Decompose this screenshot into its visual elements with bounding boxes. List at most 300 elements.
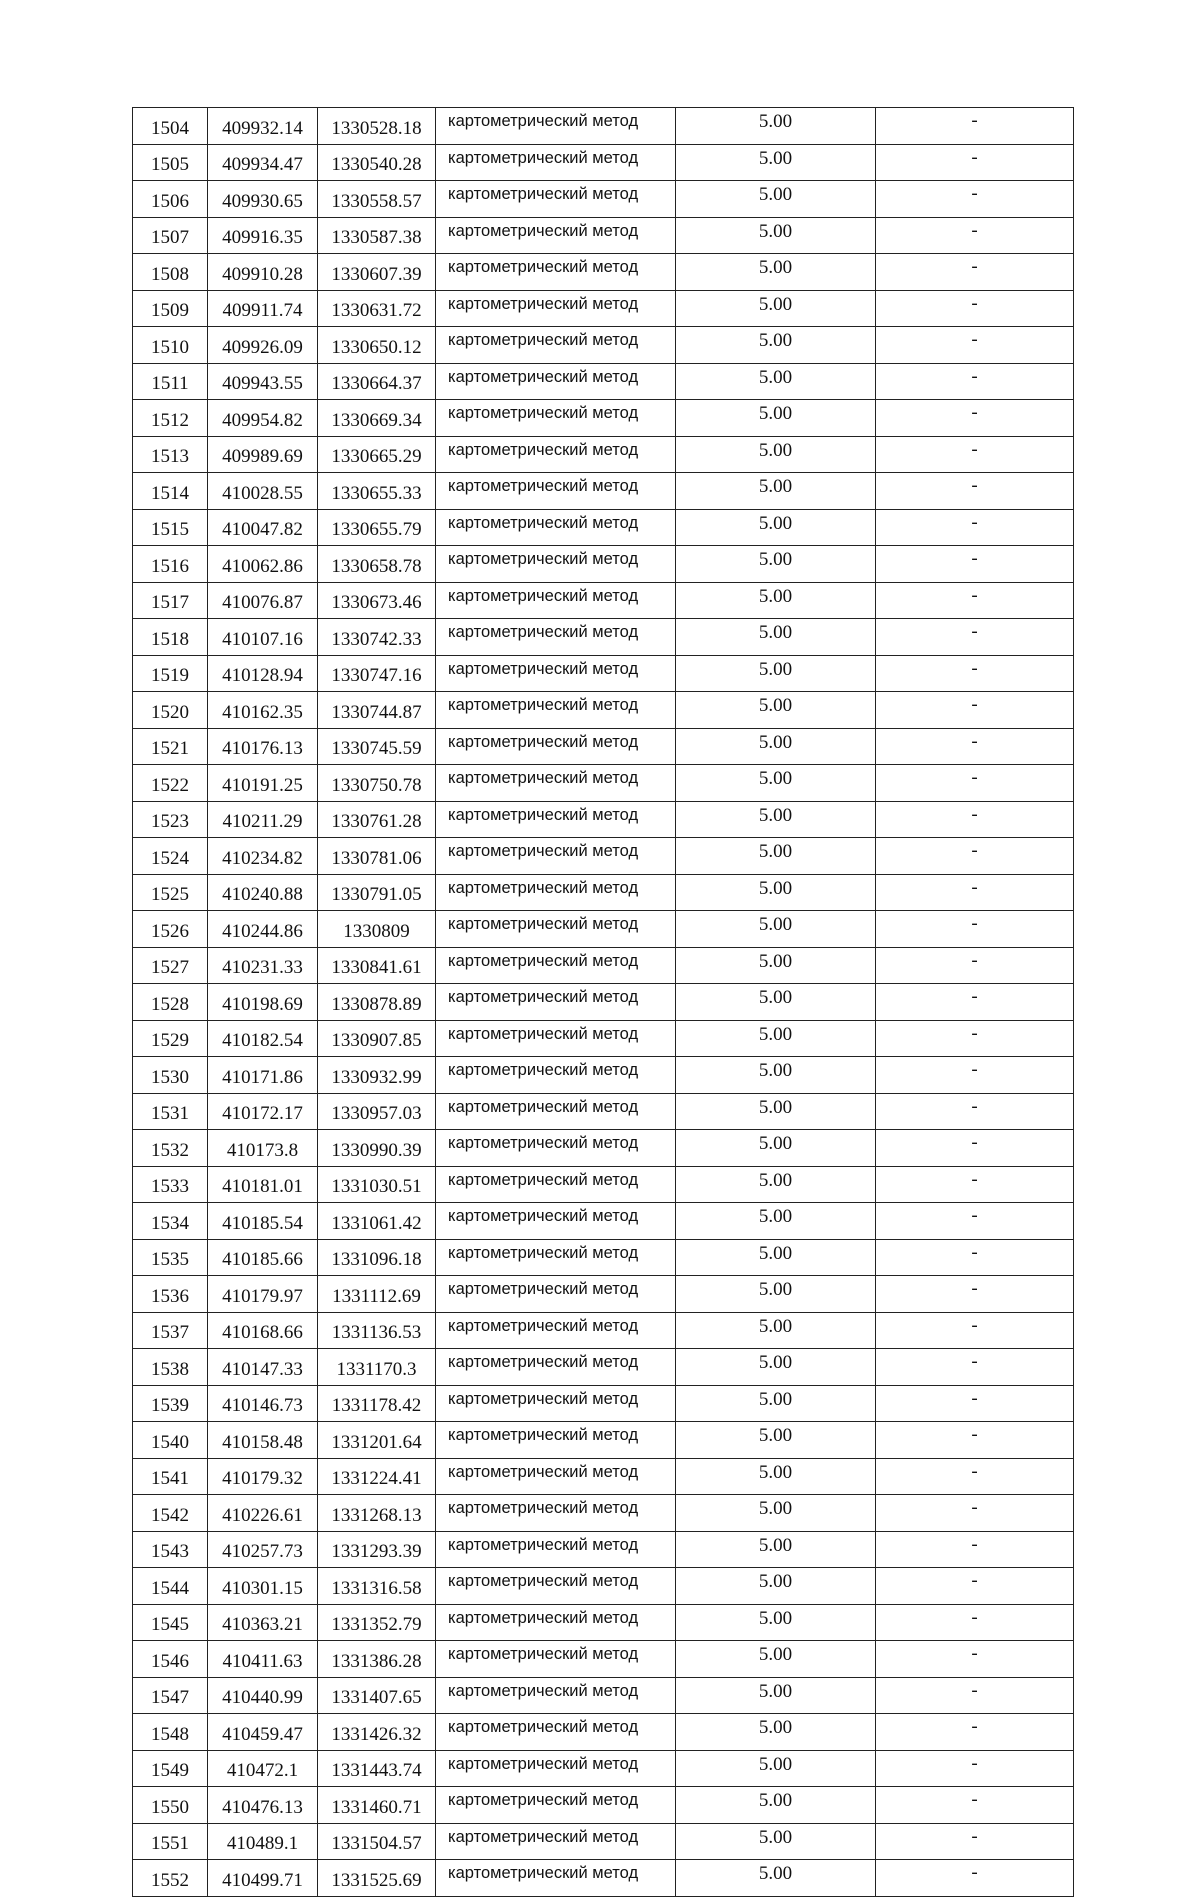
method-cell: картометрический метод — [436, 947, 676, 984]
coordinate-x-cell: 410244.86 — [208, 911, 318, 948]
point-number-cell: 1550 — [133, 1787, 208, 1824]
coordinate-x-cell: 410176.13 — [208, 728, 318, 765]
point-number-cell: 1544 — [133, 1568, 208, 1605]
method-cell: картометрический метод — [436, 1750, 676, 1787]
table-row — [133, 1349, 1074, 1386]
point-number-cell: 1543 — [133, 1531, 208, 1568]
note-cell: - — [876, 1714, 1074, 1751]
accuracy-cell: 5.00 — [676, 1714, 876, 1751]
method-cell: картометрический метод — [436, 1166, 676, 1203]
accuracy-cell: 5.00 — [676, 1458, 876, 1495]
coordinate-x-cell: 409934.47 — [208, 144, 318, 181]
accuracy-cell: 5.00 — [676, 801, 876, 838]
note-cell: - — [876, 108, 1074, 145]
point-number-cell: 1513 — [133, 436, 208, 473]
table-row — [133, 947, 1074, 984]
coordinate-x-cell: 409989.69 — [208, 436, 318, 473]
accuracy-cell: 5.00 — [676, 473, 876, 510]
point-number-cell: 1552 — [133, 1860, 208, 1897]
point-number-cell: 1547 — [133, 1677, 208, 1714]
coordinate-x-cell: 410489.1 — [208, 1823, 318, 1860]
coordinate-y-cell: 1331352.79 — [318, 1604, 436, 1641]
note-cell: - — [876, 1422, 1074, 1459]
note-cell: - — [876, 217, 1074, 254]
method-cell: картометрический метод — [436, 290, 676, 327]
coordinate-x-cell: 409943.55 — [208, 363, 318, 400]
method-cell: картометрический метод — [436, 1677, 676, 1714]
coordinate-y-cell: 1331030.51 — [318, 1166, 436, 1203]
method-cell: картометрический метод — [436, 144, 676, 181]
method-cell: картометрический метод — [436, 509, 676, 546]
coordinate-y-cell: 1330664.37 — [318, 363, 436, 400]
coordinate-x-cell: 410191.25 — [208, 765, 318, 802]
table-row — [133, 1641, 1074, 1678]
accuracy-cell: 5.00 — [676, 1057, 876, 1094]
table-row — [133, 765, 1074, 802]
note-cell: - — [876, 765, 1074, 802]
accuracy-cell: 5.00 — [676, 1349, 876, 1386]
accuracy-cell: 5.00 — [676, 144, 876, 181]
table-row — [133, 546, 1074, 583]
coordinate-y-cell: 1330957.03 — [318, 1093, 436, 1130]
coordinate-x-cell: 410411.63 — [208, 1641, 318, 1678]
note-cell: - — [876, 290, 1074, 327]
table-row — [133, 363, 1074, 400]
note-cell: - — [876, 1385, 1074, 1422]
table-row — [133, 1787, 1074, 1824]
point-number-cell: 1534 — [133, 1203, 208, 1240]
coordinate-x-cell: 410107.16 — [208, 619, 318, 656]
coordinate-x-cell: 409910.28 — [208, 254, 318, 291]
note-cell: - — [876, 728, 1074, 765]
method-cell: картометрический метод — [436, 728, 676, 765]
table-row — [133, 619, 1074, 656]
coordinate-y-cell: 1330658.78 — [318, 546, 436, 583]
point-number-cell: 1529 — [133, 1020, 208, 1057]
note-cell: - — [876, 1166, 1074, 1203]
table-row — [133, 1458, 1074, 1495]
coordinate-x-cell: 410211.29 — [208, 801, 318, 838]
point-number-cell: 1504 — [133, 108, 208, 145]
coordinate-x-cell: 410062.86 — [208, 546, 318, 583]
point-number-cell: 1539 — [133, 1385, 208, 1422]
method-cell: картометрический метод — [436, 801, 676, 838]
point-number-cell: 1549 — [133, 1750, 208, 1787]
table-row — [133, 692, 1074, 729]
point-number-cell: 1522 — [133, 765, 208, 802]
point-number-cell: 1519 — [133, 655, 208, 692]
note-cell: - — [876, 473, 1074, 510]
point-number-cell: 1531 — [133, 1093, 208, 1130]
table-row — [133, 290, 1074, 327]
point-number-cell: 1527 — [133, 947, 208, 984]
note-cell: - — [876, 947, 1074, 984]
coordinate-y-cell: 1331268.13 — [318, 1495, 436, 1532]
coordinate-y-cell: 1330761.28 — [318, 801, 436, 838]
accuracy-cell: 5.00 — [676, 1093, 876, 1130]
note-cell: - — [876, 1677, 1074, 1714]
accuracy-cell: 5.00 — [676, 692, 876, 729]
note-cell: - — [876, 1495, 1074, 1532]
method-cell: картометрический метод — [436, 1568, 676, 1605]
accuracy-cell: 5.00 — [676, 108, 876, 145]
coordinate-x-cell: 409926.09 — [208, 327, 318, 364]
coordinate-x-cell: 410185.54 — [208, 1203, 318, 1240]
accuracy-cell: 5.00 — [676, 290, 876, 327]
method-cell: картометрический метод — [436, 765, 676, 802]
point-number-cell: 1528 — [133, 984, 208, 1021]
table-row — [133, 1093, 1074, 1130]
coordinate-x-cell: 410128.94 — [208, 655, 318, 692]
accuracy-cell: 5.00 — [676, 254, 876, 291]
coordinate-y-cell: 1330558.57 — [318, 181, 436, 218]
accuracy-cell: 5.00 — [676, 1750, 876, 1787]
method-cell: картометрический метод — [436, 473, 676, 510]
table-row — [133, 1823, 1074, 1860]
coordinate-y-cell: 1330744.87 — [318, 692, 436, 729]
note-cell: - — [876, 838, 1074, 875]
method-cell: картометрический метод — [436, 1057, 676, 1094]
accuracy-cell: 5.00 — [676, 1130, 876, 1167]
table-row — [133, 1020, 1074, 1057]
table-row — [133, 400, 1074, 437]
method-cell: картометрический метод — [436, 1020, 676, 1057]
point-number-cell: 1525 — [133, 874, 208, 911]
note-cell: - — [876, 363, 1074, 400]
method-cell: картометрический метод — [436, 108, 676, 145]
accuracy-cell: 5.00 — [676, 1166, 876, 1203]
note-cell: - — [876, 655, 1074, 692]
coordinates-table-body — [133, 108, 1074, 1897]
method-cell: картометрический метод — [436, 400, 676, 437]
coordinate-y-cell: 1330665.29 — [318, 436, 436, 473]
coordinate-y-cell: 1331136.53 — [318, 1312, 436, 1349]
coordinate-x-cell: 409954.82 — [208, 400, 318, 437]
accuracy-cell: 5.00 — [676, 546, 876, 583]
note-cell: - — [876, 1312, 1074, 1349]
coordinate-y-cell: 1331504.57 — [318, 1823, 436, 1860]
coordinate-x-cell: 409930.65 — [208, 181, 318, 218]
table-row — [133, 1714, 1074, 1751]
note-cell: - — [876, 692, 1074, 729]
point-number-cell: 1515 — [133, 509, 208, 546]
accuracy-cell: 5.00 — [676, 509, 876, 546]
note-cell: - — [876, 1641, 1074, 1678]
point-number-cell: 1540 — [133, 1422, 208, 1459]
note-cell: - — [876, 1604, 1074, 1641]
table-row — [133, 1203, 1074, 1240]
coordinate-y-cell: 1330745.59 — [318, 728, 436, 765]
table-row — [133, 217, 1074, 254]
note-cell: - — [876, 1239, 1074, 1276]
method-cell: картометрический метод — [436, 1312, 676, 1349]
note-cell: - — [876, 1750, 1074, 1787]
coordinate-y-cell: 1331525.69 — [318, 1860, 436, 1897]
method-cell: картометрический метод — [436, 436, 676, 473]
table-row — [133, 1276, 1074, 1313]
point-number-cell: 1532 — [133, 1130, 208, 1167]
point-number-cell: 1511 — [133, 363, 208, 400]
accuracy-cell: 5.00 — [676, 217, 876, 254]
coordinate-y-cell: 1330791.05 — [318, 874, 436, 911]
point-number-cell: 1541 — [133, 1458, 208, 1495]
method-cell: картометрический метод — [436, 1714, 676, 1751]
coordinate-y-cell: 1330781.06 — [318, 838, 436, 875]
point-number-cell: 1517 — [133, 582, 208, 619]
method-cell: картометрический метод — [436, 1604, 676, 1641]
note-cell: - — [876, 509, 1074, 546]
accuracy-cell: 5.00 — [676, 582, 876, 619]
point-number-cell: 1514 — [133, 473, 208, 510]
point-number-cell: 1521 — [133, 728, 208, 765]
table-row — [133, 728, 1074, 765]
point-number-cell: 1538 — [133, 1349, 208, 1386]
coordinates-table — [132, 107, 1074, 1897]
coordinate-y-cell: 1331426.32 — [318, 1714, 436, 1751]
point-number-cell: 1530 — [133, 1057, 208, 1094]
accuracy-cell: 5.00 — [676, 1203, 876, 1240]
coordinate-y-cell: 1331386.28 — [318, 1641, 436, 1678]
method-cell: картометрический метод — [436, 1641, 676, 1678]
accuracy-cell: 5.00 — [676, 1239, 876, 1276]
accuracy-cell: 5.00 — [676, 1677, 876, 1714]
coordinate-y-cell: 1330528.18 — [318, 108, 436, 145]
coordinate-y-cell: 1331178.42 — [318, 1385, 436, 1422]
accuracy-cell: 5.00 — [676, 1276, 876, 1313]
point-number-cell: 1512 — [133, 400, 208, 437]
accuracy-cell: 5.00 — [676, 655, 876, 692]
table-row — [133, 1057, 1074, 1094]
coordinate-x-cell: 410231.33 — [208, 947, 318, 984]
method-cell: картометрический метод — [436, 1787, 676, 1824]
coordinate-x-cell: 410171.86 — [208, 1057, 318, 1094]
coordinate-y-cell: 1331443.74 — [318, 1750, 436, 1787]
table-row — [133, 327, 1074, 364]
note-cell: - — [876, 1568, 1074, 1605]
note-cell: - — [876, 327, 1074, 364]
coordinate-y-cell: 1330932.99 — [318, 1057, 436, 1094]
note-cell: - — [876, 582, 1074, 619]
method-cell: картометрический метод — [436, 363, 676, 400]
table-row — [133, 108, 1074, 145]
accuracy-cell: 5.00 — [676, 947, 876, 984]
coordinate-x-cell: 410168.66 — [208, 1312, 318, 1349]
point-number-cell: 1545 — [133, 1604, 208, 1641]
accuracy-cell: 5.00 — [676, 327, 876, 364]
method-cell: картометрический метод — [436, 327, 676, 364]
coordinate-y-cell: 1330990.39 — [318, 1130, 436, 1167]
coordinate-y-cell: 1330540.28 — [318, 144, 436, 181]
table-row — [133, 1568, 1074, 1605]
coordinate-y-cell: 1331224.41 — [318, 1458, 436, 1495]
point-number-cell: 1520 — [133, 692, 208, 729]
coordinate-y-cell: 1331096.18 — [318, 1239, 436, 1276]
coordinate-x-cell: 410028.55 — [208, 473, 318, 510]
table-row — [133, 254, 1074, 291]
table-row — [133, 181, 1074, 218]
note-cell: - — [876, 144, 1074, 181]
method-cell: картометрический метод — [436, 874, 676, 911]
coordinate-x-cell: 410499.71 — [208, 1860, 318, 1897]
table-row — [133, 911, 1074, 948]
accuracy-cell: 5.00 — [676, 1531, 876, 1568]
method-cell: картометрический метод — [436, 582, 676, 619]
point-number-cell: 1537 — [133, 1312, 208, 1349]
accuracy-cell: 5.00 — [676, 1787, 876, 1824]
table-row — [133, 1385, 1074, 1422]
note-cell: - — [876, 1130, 1074, 1167]
coordinate-x-cell: 410173.8 — [208, 1130, 318, 1167]
table-row — [133, 838, 1074, 875]
table-row — [133, 1531, 1074, 1568]
accuracy-cell: 5.00 — [676, 1385, 876, 1422]
coordinate-y-cell: 1330631.72 — [318, 290, 436, 327]
table-row — [133, 509, 1074, 546]
method-cell: картометрический метод — [436, 1203, 676, 1240]
method-cell: картометрический метод — [436, 838, 676, 875]
point-number-cell: 1546 — [133, 1641, 208, 1678]
method-cell: картометрический метод — [436, 1422, 676, 1459]
accuracy-cell: 5.00 — [676, 1641, 876, 1678]
coordinate-x-cell: 410182.54 — [208, 1020, 318, 1057]
coordinate-x-cell: 410172.17 — [208, 1093, 318, 1130]
coordinate-y-cell: 1331112.69 — [318, 1276, 436, 1313]
coordinate-y-cell: 1331170.3 — [318, 1349, 436, 1386]
coordinate-y-cell: 1331293.39 — [318, 1531, 436, 1568]
note-cell: - — [876, 1458, 1074, 1495]
coordinate-x-cell: 410301.15 — [208, 1568, 318, 1605]
coordinate-x-cell: 410047.82 — [208, 509, 318, 546]
coordinate-x-cell: 410476.13 — [208, 1787, 318, 1824]
method-cell: картометрический метод — [436, 254, 676, 291]
point-number-cell: 1523 — [133, 801, 208, 838]
accuracy-cell: 5.00 — [676, 1860, 876, 1897]
accuracy-cell: 5.00 — [676, 1422, 876, 1459]
table-row — [133, 1495, 1074, 1532]
method-cell: картометрический метод — [436, 1531, 676, 1568]
point-number-cell: 1551 — [133, 1823, 208, 1860]
coordinate-x-cell: 410240.88 — [208, 874, 318, 911]
note-cell: - — [876, 400, 1074, 437]
table-row — [133, 436, 1074, 473]
coordinate-y-cell: 1330587.38 — [318, 217, 436, 254]
method-cell: картометрический метод — [436, 692, 676, 729]
coordinate-y-cell: 1330655.79 — [318, 509, 436, 546]
coordinate-x-cell: 410158.48 — [208, 1422, 318, 1459]
note-cell: - — [876, 1349, 1074, 1386]
coordinate-x-cell: 410162.35 — [208, 692, 318, 729]
note-cell: - — [876, 1203, 1074, 1240]
coordinate-y-cell: 1330841.61 — [318, 947, 436, 984]
accuracy-cell: 5.00 — [676, 1604, 876, 1641]
point-number-cell: 1506 — [133, 181, 208, 218]
method-cell: картометрический метод — [436, 1349, 676, 1386]
table-row — [133, 1860, 1074, 1897]
coordinate-y-cell: 1330742.33 — [318, 619, 436, 656]
coordinate-x-cell: 410234.82 — [208, 838, 318, 875]
note-cell: - — [876, 1860, 1074, 1897]
coordinate-y-cell: 1330607.39 — [318, 254, 436, 291]
method-cell: картометрический метод — [436, 1860, 676, 1897]
note-cell: - — [876, 436, 1074, 473]
table-row — [133, 984, 1074, 1021]
note-cell: - — [876, 801, 1074, 838]
table-row — [133, 1166, 1074, 1203]
table-row — [133, 144, 1074, 181]
note-cell: - — [876, 911, 1074, 948]
method-cell: картометрический метод — [436, 1239, 676, 1276]
point-number-cell: 1510 — [133, 327, 208, 364]
method-cell: картометрический метод — [436, 911, 676, 948]
note-cell: - — [876, 1057, 1074, 1094]
point-number-cell: 1516 — [133, 546, 208, 583]
coordinate-y-cell: 1331201.64 — [318, 1422, 436, 1459]
point-number-cell: 1535 — [133, 1239, 208, 1276]
accuracy-cell: 5.00 — [676, 1823, 876, 1860]
point-number-cell: 1507 — [133, 217, 208, 254]
point-number-cell: 1536 — [133, 1276, 208, 1313]
point-number-cell: 1524 — [133, 838, 208, 875]
coordinate-y-cell: 1331061.42 — [318, 1203, 436, 1240]
table-row — [133, 655, 1074, 692]
coordinate-x-cell: 410076.87 — [208, 582, 318, 619]
coordinate-y-cell: 1330650.12 — [318, 327, 436, 364]
table-row — [133, 1750, 1074, 1787]
method-cell: картометрический метод — [436, 984, 676, 1021]
method-cell: картометрический метод — [436, 1130, 676, 1167]
accuracy-cell: 5.00 — [676, 984, 876, 1021]
accuracy-cell: 5.00 — [676, 1495, 876, 1532]
table-row — [133, 801, 1074, 838]
note-cell: - — [876, 1276, 1074, 1313]
table-row — [133, 1677, 1074, 1714]
note-cell: - — [876, 181, 1074, 218]
accuracy-cell: 5.00 — [676, 1020, 876, 1057]
point-number-cell: 1526 — [133, 911, 208, 948]
accuracy-cell: 5.00 — [676, 838, 876, 875]
accuracy-cell: 5.00 — [676, 765, 876, 802]
note-cell: - — [876, 619, 1074, 656]
accuracy-cell: 5.00 — [676, 400, 876, 437]
table-row — [133, 582, 1074, 619]
accuracy-cell: 5.00 — [676, 363, 876, 400]
accuracy-cell: 5.00 — [676, 181, 876, 218]
coordinate-y-cell: 1331316.58 — [318, 1568, 436, 1605]
method-cell: картометрический метод — [436, 619, 676, 656]
coordinate-x-cell: 410179.32 — [208, 1458, 318, 1495]
accuracy-cell: 5.00 — [676, 911, 876, 948]
note-cell: - — [876, 254, 1074, 291]
table-row — [133, 473, 1074, 510]
point-number-cell: 1508 — [133, 254, 208, 291]
accuracy-cell: 5.00 — [676, 436, 876, 473]
note-cell: - — [876, 1093, 1074, 1130]
point-number-cell: 1548 — [133, 1714, 208, 1751]
coordinate-x-cell: 410226.61 — [208, 1495, 318, 1532]
table-row — [133, 1130, 1074, 1167]
coordinate-y-cell: 1330669.34 — [318, 400, 436, 437]
coordinate-x-cell: 410147.33 — [208, 1349, 318, 1386]
coordinate-x-cell: 410472.1 — [208, 1750, 318, 1787]
coordinate-x-cell: 410440.99 — [208, 1677, 318, 1714]
coordinate-x-cell: 409932.14 — [208, 108, 318, 145]
coordinate-x-cell: 410181.01 — [208, 1166, 318, 1203]
coordinate-y-cell: 1331407.65 — [318, 1677, 436, 1714]
method-cell: картометрический метод — [436, 1385, 676, 1422]
table-row — [133, 1422, 1074, 1459]
method-cell: картометрический метод — [436, 1458, 676, 1495]
table-row — [133, 1239, 1074, 1276]
